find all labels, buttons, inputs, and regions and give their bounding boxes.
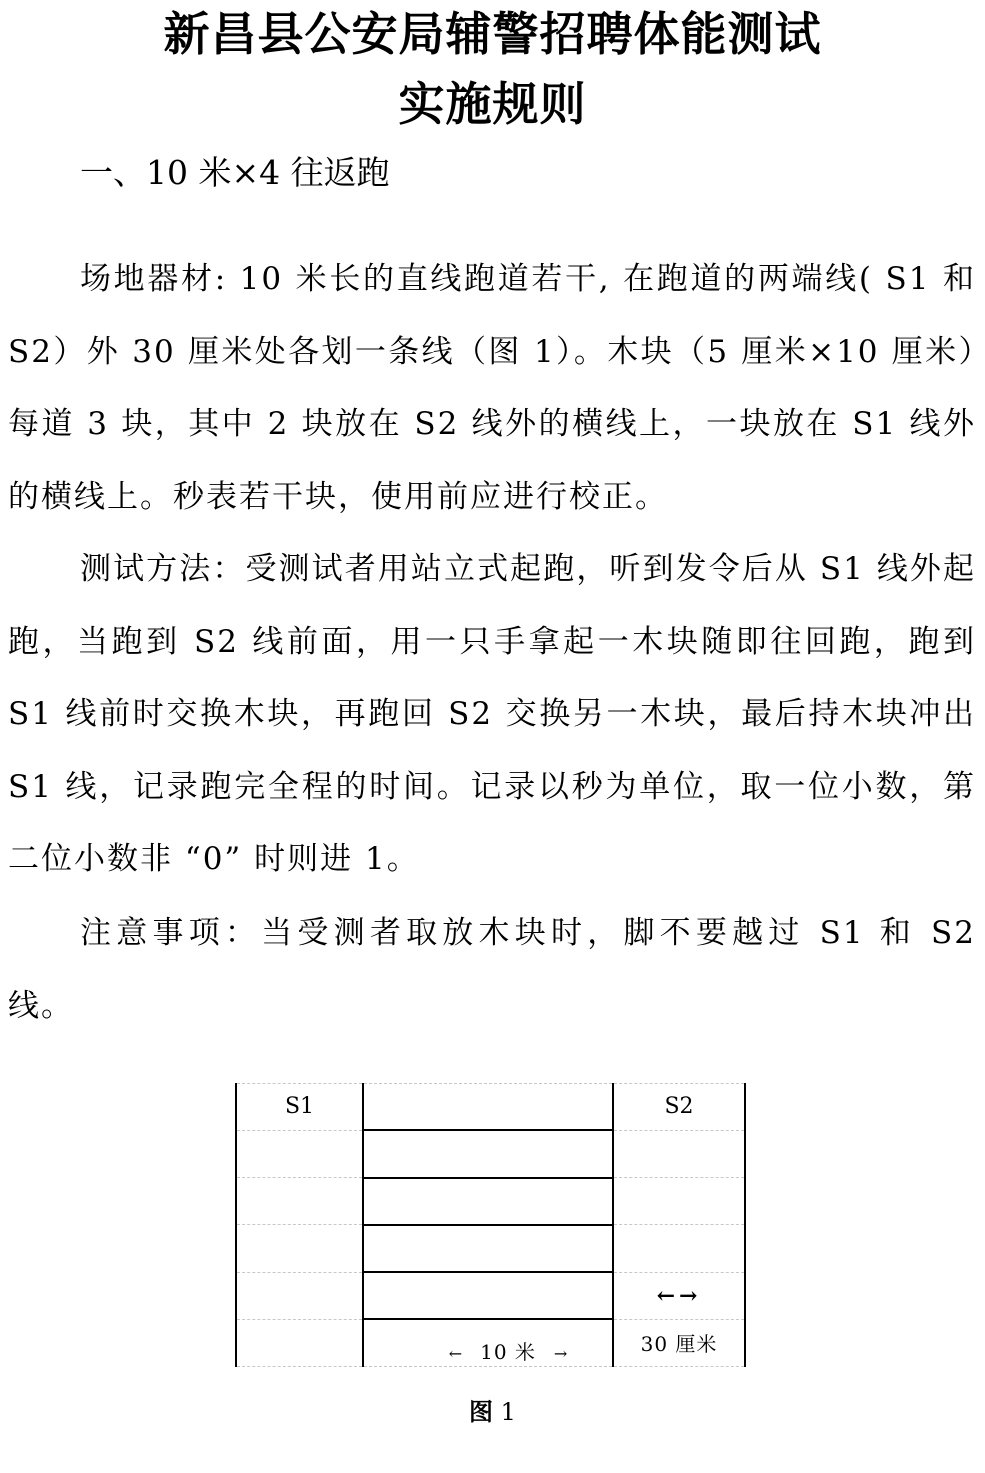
diagram-row bbox=[236, 1084, 745, 1131]
diagram-row bbox=[236, 1225, 745, 1272]
double-arrow-icon: ←→ bbox=[656, 1282, 702, 1309]
figure-caption-prefix: 图 bbox=[469, 1398, 494, 1426]
diagram-row bbox=[236, 1319, 745, 1366]
figure-caption-number: 1 bbox=[500, 1398, 516, 1426]
dimension-10m bbox=[391, 1322, 586, 1365]
figure-track-diagram bbox=[235, 1083, 742, 1364]
paragraph-equipment: 场地器材: 10 米长的直线跑道若干, 在跑道的两端线( S1 和 S2）外 30 厘米处各划一条线（图 1）。木块（5 厘米×10 厘米）每道 3 块，其中 2 块放在 S2 线外的横线上，一块放在 S1 线外的横线上。秒表若干块，使用前应进行校正。 bbox=[8, 261, 976, 515]
arrow-right-icon: → bbox=[553, 1343, 568, 1363]
lane-cell bbox=[363, 1225, 613, 1272]
s1-zone-cell bbox=[236, 1272, 363, 1319]
s1-zone-cell bbox=[236, 1319, 363, 1366]
s2-zone-cell bbox=[613, 1272, 745, 1319]
s2-zone-cell bbox=[613, 1225, 745, 1272]
lane-cell bbox=[363, 1272, 613, 1319]
s1-zone-cell bbox=[236, 1225, 363, 1272]
track-diagram-table bbox=[235, 1083, 746, 1367]
dimension-30cm-label: 30 厘米 bbox=[640, 1332, 718, 1357]
s2-label: S2 bbox=[613, 1084, 745, 1131]
s1-zone-cell bbox=[236, 1130, 363, 1177]
s2-zone-cell bbox=[613, 1178, 745, 1225]
figure-caption bbox=[0, 1392, 985, 1432]
diagram-row bbox=[236, 1130, 745, 1177]
lane-cell bbox=[363, 1178, 613, 1225]
diagram-row bbox=[236, 1272, 745, 1319]
document-title-line-2: 实施规则 bbox=[398, 77, 587, 131]
s1-zone-cell bbox=[236, 1178, 363, 1225]
lane-cell bbox=[363, 1130, 613, 1177]
dimension-10m-label: 10 米 bbox=[480, 1339, 536, 1364]
s1-label: S1 bbox=[236, 1084, 363, 1131]
document-title-line-1: 新昌县公安局辅警招聘体能测试 bbox=[163, 7, 822, 61]
lane-cell bbox=[363, 1319, 613, 1366]
arrow-left-icon: ← bbox=[448, 1343, 463, 1363]
s2-zone-cell bbox=[613, 1319, 745, 1366]
section-heading-shuttle-run: 一、10 米×4 往返跑 bbox=[80, 153, 390, 192]
paragraph-notes: 注意事项：当受测者取放木块时，脚不要越过 S1 和 S2 线。 bbox=[8, 915, 976, 1024]
lane-cell bbox=[363, 1084, 613, 1131]
diagram-row bbox=[236, 1178, 745, 1225]
paragraph-test-method: 测试方法：受测试者用站立式起跑，听到发令后从 S1 线外起跑，当跑到 S2 线前面，用一只手拿起一木块随即往回跑，跑到 S1 线前时交换木块，再跑回 S2 交换另一木块，最后持木块冲出 S1 线，记录跑完全程的时间。记录以秒为单位，取一位小数，第二位小数非 “0” 时则进 1。 bbox=[8, 551, 976, 877]
s2-zone-cell bbox=[613, 1130, 745, 1177]
